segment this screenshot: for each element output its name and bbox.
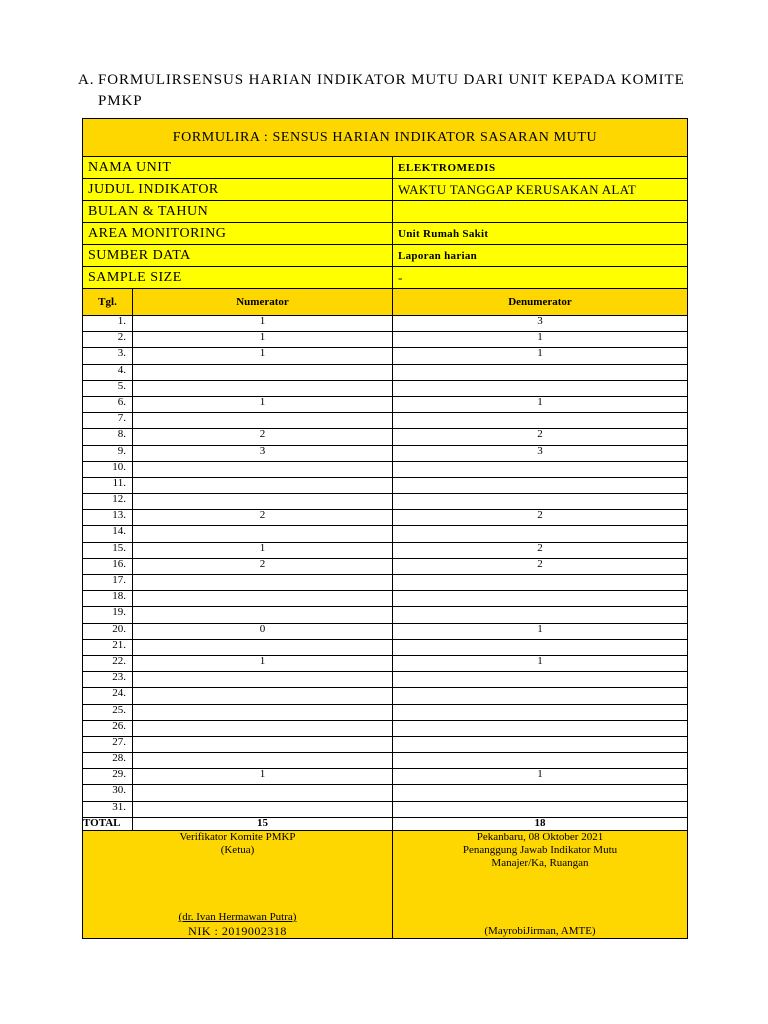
denumerator-cell [393,720,688,736]
tgl-cell: 5. [83,380,133,396]
tgl-cell: 4. [83,364,133,380]
tgl-cell: 26. [83,720,133,736]
section-heading [78,70,698,112]
denumerator-cell [393,801,688,817]
denumerator-cell [393,672,688,688]
tgl-cell: 24. [83,688,133,704]
table-row [83,639,688,655]
info-key: AREA MONITORING [83,223,393,245]
verifier-role: (Ketua) [220,843,255,856]
table-row [83,461,688,477]
info-row [83,223,688,245]
table-row [83,769,688,785]
total-denumerator: 18 [393,817,688,830]
info-value: - [393,267,688,289]
numerator-cell [133,477,393,493]
census-form-table [82,118,688,939]
numerator-cell [133,494,393,510]
info-key: BULAN & TAHUN [83,201,393,223]
denumerator-cell: 1 [393,623,688,639]
denumerator-cell [393,753,688,769]
col-numerator-header: Numerator [133,289,393,316]
numerator-cell: 2 [133,558,393,574]
numerator-cell [133,639,393,655]
denumerator-cell [393,380,688,396]
denumerator-cell [393,704,688,720]
numerator-cell [133,753,393,769]
col-denumerator-header: Denumerator [393,289,688,316]
table-row [83,575,688,591]
numerator-cell [133,704,393,720]
tgl-cell: 20. [83,623,133,639]
info-key: SUMBER DATA [83,245,393,267]
tgl-cell: 14. [83,526,133,542]
table-row [83,801,688,817]
info-value: ELEKTROMEDIS [393,157,688,179]
denumerator-cell: 2 [393,542,688,558]
info-value: Laporan harian [393,245,688,267]
numerator-cell [133,720,393,736]
sign-responsible-title: Penanggung Jawab Indikator Mutu [462,843,618,856]
numerator-cell: 1 [133,655,393,671]
numerator-cell [133,526,393,542]
table-row [83,526,688,542]
table-row [83,607,688,623]
denumerator-cell: 1 [393,396,688,412]
tgl-cell: 8. [83,429,133,445]
numerator-cell: 1 [133,348,393,364]
tgl-cell: 18. [83,591,133,607]
denumerator-cell [393,461,688,477]
tgl-cell: 9. [83,445,133,461]
table-row [83,510,688,526]
table-row [83,316,688,332]
denumerator-cell [393,607,688,623]
tgl-cell: 27. [83,736,133,752]
form-title: FORMULIRA : SENSUS HARIAN INDIKATOR SASARAN MUTU [83,119,688,157]
total-label: TOTAL [83,817,133,830]
table-row [83,364,688,380]
tgl-cell: 21. [83,639,133,655]
denumerator-cell [393,736,688,752]
info-value [393,201,688,223]
tgl-cell: 1. [83,316,133,332]
total-row [83,817,688,830]
numerator-cell [133,688,393,704]
heading-line-1: FORMULIRSENSUS HARIAN INDIKATOR MUTU DARI UNIT KEPADA KOMITE [98,72,685,88]
responsible-name: (MayrobiJirman, AMTE) [484,924,596,937]
table-row [83,655,688,671]
denumerator-cell: 3 [393,316,688,332]
info-value: Unit Rumah Sakit [393,223,688,245]
numerator-cell: 3 [133,445,393,461]
numerator-cell: 1 [133,542,393,558]
table-row [83,429,688,445]
total-numerator: 15 [133,817,393,830]
table-row [83,720,688,736]
table-row [83,348,688,364]
numerator-cell [133,607,393,623]
tgl-cell: 28. [83,753,133,769]
numerator-cell [133,380,393,396]
table-row [83,542,688,558]
numerator-cell [133,575,393,591]
numerator-cell: 2 [133,429,393,445]
tgl-cell: 16. [83,558,133,574]
numerator-cell [133,413,393,429]
signature-row [83,830,688,938]
column-header-row [83,289,688,316]
table-row [83,413,688,429]
denumerator-cell [393,688,688,704]
numerator-cell: 1 [133,396,393,412]
info-key: SAMPLE SIZE [83,267,393,289]
tgl-cell: 22. [83,655,133,671]
denumerator-cell [393,494,688,510]
table-row [83,396,688,412]
denumerator-cell [393,639,688,655]
info-row [83,267,688,289]
tgl-cell: 12. [83,494,133,510]
denumerator-cell: 1 [393,348,688,364]
table-row [83,785,688,801]
denumerator-cell [393,413,688,429]
denumerator-cell [393,575,688,591]
signature-left [83,830,393,938]
table-row [83,558,688,574]
tgl-cell: 13. [83,510,133,526]
denumerator-cell: 3 [393,445,688,461]
info-value: WAKTU TANGGAP KERUSAKAN ALAT [393,179,688,201]
denumerator-cell [393,364,688,380]
tgl-cell: 25. [83,704,133,720]
verifier-title: Verifikator Komite PMKP [179,830,296,843]
numerator-cell: 1 [133,769,393,785]
tgl-cell: 2. [83,332,133,348]
sign-place-date: Pekanbaru, 08 Oktober 2021 [476,830,604,843]
denumerator-cell [393,526,688,542]
denumerator-cell: 1 [393,769,688,785]
tgl-cell: 3. [83,348,133,364]
info-key: NAMA UNIT [83,157,393,179]
tgl-cell: 31. [83,801,133,817]
table-row [83,623,688,639]
tgl-cell: 30. [83,785,133,801]
tgl-cell: 19. [83,607,133,623]
tgl-cell: 7. [83,413,133,429]
sign-manager-title: Manajer/Ka, Ruangan [491,856,589,869]
table-row [83,736,688,752]
tgl-cell: 10. [83,461,133,477]
info-row [83,179,688,201]
denumerator-cell: 1 [393,332,688,348]
verifier-nik: NIK : 2019002318 [188,923,287,938]
table-row [83,494,688,510]
table-row [83,672,688,688]
tgl-cell: 11. [83,477,133,493]
table-row [83,591,688,607]
numerator-cell: 1 [133,332,393,348]
denumerator-cell [393,785,688,801]
numerator-cell: 1 [133,316,393,332]
numerator-cell [133,801,393,817]
denumerator-cell: 2 [393,558,688,574]
table-row [83,477,688,493]
verifier-name: (dr. Ivan Hermawan Putra) [178,910,297,923]
heading-label: A. [78,72,95,88]
signature-right [393,830,688,938]
numerator-cell: 2 [133,510,393,526]
table-row [83,688,688,704]
tgl-cell: 29. [83,769,133,785]
tgl-cell: 6. [83,396,133,412]
col-tgl-header: Tgl. [83,289,133,316]
info-row [83,201,688,223]
table-row [83,380,688,396]
tgl-cell: 15. [83,542,133,558]
table-row [83,753,688,769]
denumerator-cell: 1 [393,655,688,671]
numerator-cell [133,591,393,607]
info-key: JUDUL INDIKATOR [83,179,393,201]
tgl-cell: 17. [83,575,133,591]
tgl-cell: 23. [83,672,133,688]
denumerator-cell [393,591,688,607]
heading-line-2: PMKP [98,93,143,109]
table-row [83,445,688,461]
numerator-cell [133,364,393,380]
info-row [83,245,688,267]
numerator-cell: 0 [133,623,393,639]
table-row [83,704,688,720]
denumerator-cell: 2 [393,510,688,526]
numerator-cell [133,785,393,801]
numerator-cell [133,461,393,477]
info-row [83,157,688,179]
numerator-cell [133,672,393,688]
denumerator-cell [393,477,688,493]
numerator-cell [133,736,393,752]
table-row [83,332,688,348]
denumerator-cell: 2 [393,429,688,445]
